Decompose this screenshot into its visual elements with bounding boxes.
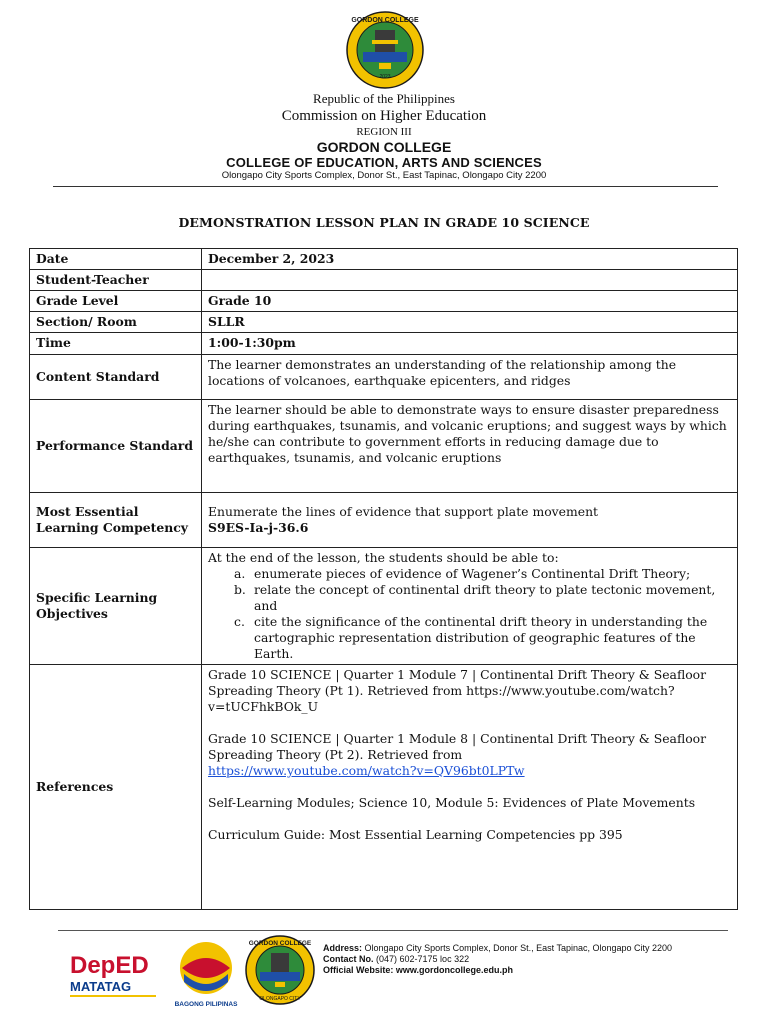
- objectives-list: [208, 566, 731, 662]
- student-teacher-value: [202, 270, 738, 291]
- list-item: c. cite the significance of the continental drift theory in understanding the cartographic representation distribution of geographic features of the Earth.: [234, 614, 708, 661]
- melc-code: S9ES-Ia-j-36.6: [208, 520, 309, 535]
- header-address: Olongapo City Sports Complex, Donor St., East Tapinac, Olongapo City 2200: [221, 170, 547, 181]
- table-row: [30, 355, 738, 400]
- deped-logo-text: DepED: [70, 952, 149, 979]
- content-standard-value: The learner demonstrates an understanding of the relationship among the locations of volcanoes, earthquake epicenters, and ridges: [202, 355, 738, 400]
- objectives-cell: [202, 548, 738, 665]
- bagong-pilipinas-logo-icon: [170, 938, 242, 1010]
- table-row: [30, 333, 738, 355]
- grade-level-value: Grade 10: [202, 291, 738, 312]
- svg-text:GORDON COLLEGE: GORDON COLLEGE: [248, 940, 312, 947]
- melc-value: Enumerate the lines of evidence that support plate movement: [208, 504, 599, 519]
- melc-label: Most Essential Learning Competency: [30, 493, 202, 548]
- date-label: Date: [30, 249, 202, 270]
- footer-website-link[interactable]: www.gordoncollege.edu.ph: [395, 965, 514, 975]
- grade-level-label: Grade Level: [30, 291, 202, 312]
- reference-1: Grade 10 SCIENCE | Quarter 1 Module 7 | Continental Drift Theory & Seafloor Spreading Theory (Pt 1). Retrieved from https://www.youtube.com/watch?v=tUCFhkBOk_U: [208, 667, 707, 714]
- section-value: SLLR: [202, 312, 738, 333]
- list-item: a. enumerate pieces of evidence of Wagener’s Continental Drift Theory;: [234, 566, 691, 581]
- time-value: 1:00-1:30pm: [202, 333, 738, 355]
- lesson-plan-table: [29, 248, 738, 910]
- reference-3: Self-Learning Modules; Science 10, Module 5: Evidences of Plate Movements: [208, 795, 696, 810]
- content-standard-label: Content Standard: [30, 355, 202, 400]
- table-row: [30, 270, 738, 291]
- table-row: [30, 548, 738, 665]
- section-label: Section/ Room: [30, 312, 202, 333]
- table-row: [30, 312, 738, 333]
- footer-contact-line: Contact No. (047) 602-7175 loc 322: [323, 954, 470, 964]
- objectives-intro: At the end of the lesson, the students should be able to:: [208, 550, 559, 565]
- gordon-college-seal-icon: [345, 10, 425, 90]
- header-department: COLLEGE OF EDUCATION, ARTS AND SCIENCES: [226, 155, 542, 170]
- table-row: [30, 665, 738, 910]
- time-label: Time: [30, 333, 202, 355]
- table-row: [30, 493, 738, 548]
- footer-address-line: Address: Olongapo City Sports Complex, Donor St., East Tapinac, Olongapo City 2200: [323, 943, 673, 953]
- footer-info: [323, 943, 672, 976]
- melc-cell: [202, 493, 738, 548]
- performance-standard-value: The learner should be able to demonstrate ways to ensure disaster preparedness during earthquakes, tsunamis, and volcanic eruptions; and suggest ways by which he/she can contribute to government efforts in reducing damage due to earthquakes, tsunamis, and volcanic eruptions: [202, 400, 738, 493]
- footer-divider: [58, 930, 728, 931]
- objectives-label: Specific Learning Objectives: [30, 548, 202, 665]
- student-teacher-label: Student-Teacher: [30, 270, 202, 291]
- table-row: [30, 291, 738, 312]
- header-college-name: GORDON COLLEGE: [316, 139, 452, 155]
- reference-2-link[interactable]: https://www.youtube.com/watch?v=QV96bt0LPTw: [208, 763, 525, 778]
- list-item: b. relate the concept of continental drift theory to plate tectonic movement, and: [234, 582, 716, 613]
- references-label: References: [30, 665, 202, 910]
- header-region: REGION III: [356, 126, 412, 138]
- table-row: [30, 249, 738, 270]
- deped-matatag-logo-icon: [68, 945, 160, 1000]
- table-row: [30, 400, 738, 493]
- footer-website-line: Official Website: www.gordoncollege.edu.ph: [323, 965, 514, 975]
- document-title: DEMONSTRATION LESSON PLAN IN GRADE 10 SCIENCE: [178, 215, 590, 230]
- reference-4: Curriculum Guide: Most Essential Learning Competencies pp 395: [208, 827, 623, 842]
- header-ched: Commission on Higher Education: [281, 108, 487, 124]
- svg-text:OLONGAPO CITY: OLONGAPO CITY: [259, 996, 301, 1002]
- header-divider: [53, 186, 718, 187]
- gordon-college-seal-footer-icon: [244, 934, 316, 1006]
- svg-text:GORDON COLLEGE: GORDON COLLEGE: [351, 17, 419, 24]
- date-value: December 2, 2023: [202, 249, 738, 270]
- references-cell: [202, 665, 738, 910]
- svg-text:2023: 2023: [379, 74, 391, 80]
- matatag-logo-text: MATATAG: [70, 979, 132, 994]
- performance-standard-label: Performance Standard: [30, 400, 202, 493]
- reference-2: Grade 10 SCIENCE | Quarter 1 Module 8 | Continental Drift Theory & Seafloor Spreading Theory (Pt 2). Retrieved from: [208, 731, 707, 762]
- bagong-pilipinas-text: BAGONG PILIPINAS: [174, 1001, 238, 1008]
- header-republic: Republic of the Philippines: [313, 91, 455, 106]
